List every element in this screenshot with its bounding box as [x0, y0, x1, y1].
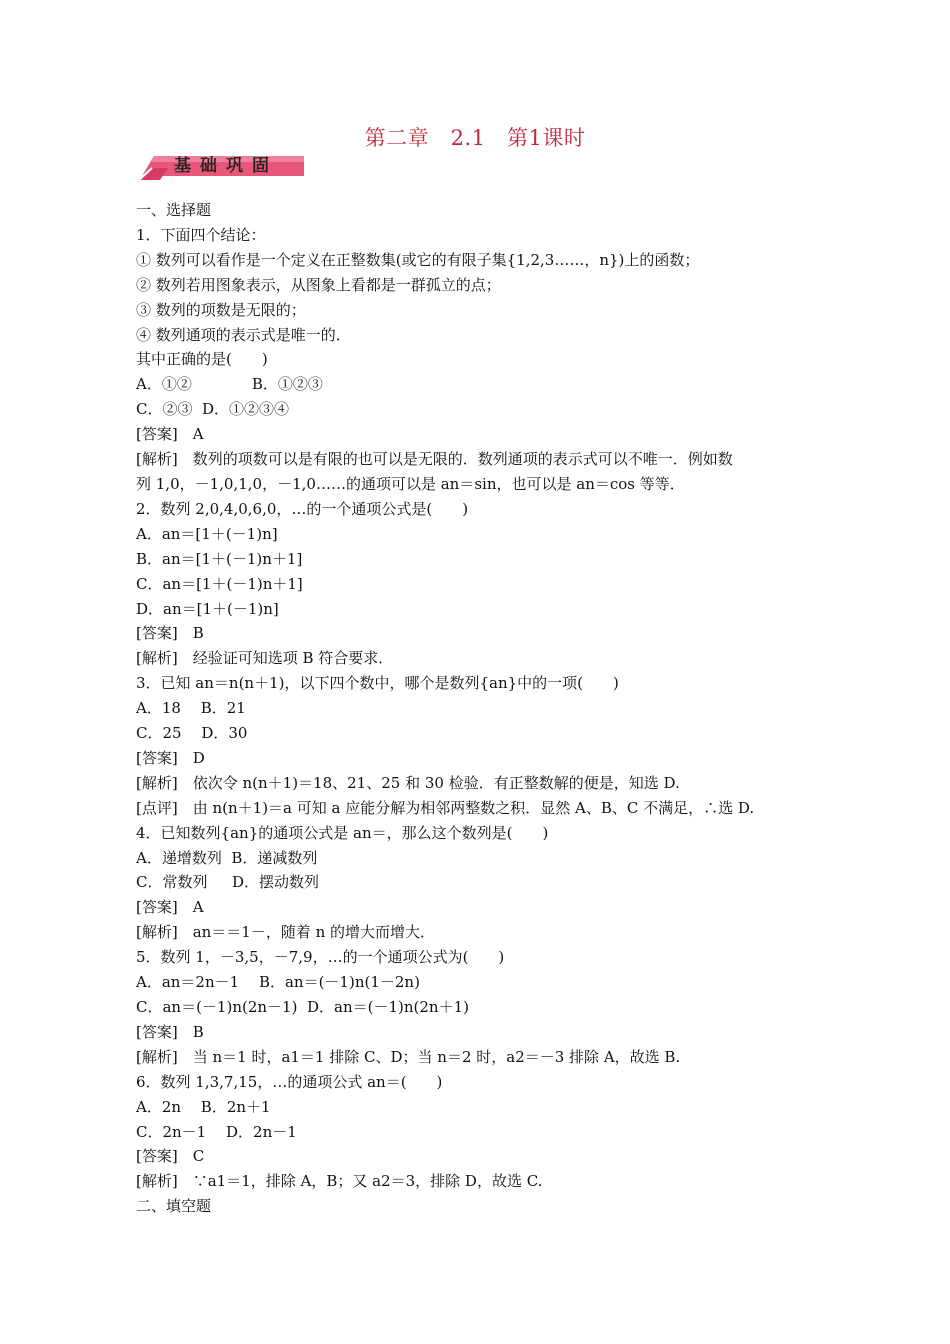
question-4: 4．已知数列{an}的通项公式是 an＝，那么这个数列是( ) — [136, 823, 549, 842]
page-title: 第二章 2.1 第1课时 — [364, 126, 586, 150]
analysis-line: [解析] 当 n＝1 时，a1＝1 排除 C、D；当 n＝2 时，a2＝－3 排除 A，故选 B. — [136, 1047, 681, 1066]
options-line: C．an＝(－1)n(2n－1) D．an＝(－1)n(2n＋1) — [136, 998, 469, 1016]
section-heading-choice: 一、选择题 — [136, 201, 212, 219]
document-body — [136, 198, 826, 1219]
question-2: 2．数列 2,0,4,0,6,0，…的一个通项公式是( ) — [136, 499, 469, 518]
question-6: 6．数列 1,3,7,15，…的通项公式 an＝( ) — [136, 1072, 443, 1091]
statement-4: ④ 数列通项的表示式是唯一的． — [136, 325, 351, 344]
answer-line: [答案] A — [136, 898, 204, 917]
options-line: C．2n－1 D．2n－1 — [136, 1122, 297, 1141]
statement-2: ② 数列若用图象表示，从图象上看都是一群孤立的点； — [136, 275, 501, 294]
analysis-line: [解析] 经验证可知选项 B 符合要求． — [136, 649, 394, 668]
option-line: A．an＝[1＋(－1)n] — [136, 524, 278, 543]
statement-1: ① 数列可以看作是一个定义在正整数集(或它的有限子集{1,2,3……，n})上的函数； — [136, 250, 700, 269]
analysis-line: [解析] ∵a1＝1，排除 A，B；又 a2＝3，排除 D，故选 C. — [136, 1172, 543, 1191]
option-line: B．an＝[1＋(－1)n＋1] — [136, 549, 303, 568]
banner-title: 基础巩固 — [174, 156, 278, 176]
option-line: D．an＝[1＋(－1)n] — [136, 599, 279, 618]
options-line: A．an＝2n－1 B．an＝(－1)n(1－2n) — [136, 973, 420, 992]
options-line: A．18 B．21 — [136, 699, 246, 718]
options-line: C．②③ D．①②③④ — [136, 400, 290, 419]
answer-line: [答案] D — [136, 748, 205, 767]
options-line: C．常数列 D．摆动数列 — [136, 873, 320, 892]
options-line: A．递增数列 B．递减数列 — [136, 848, 318, 867]
answer-line: [答案] B — [136, 1022, 204, 1041]
comment-line: [点评] 由 n(n＋1)＝a 可知 a 应能分解为相邻两整数之积．显然 A、B、C 不满足，∴选 D. — [136, 798, 755, 817]
question-prompt: 其中正确的是( ) — [136, 350, 268, 369]
answer-line: [答案] C — [136, 1147, 205, 1166]
options-line: A．①② B．①②③ — [136, 375, 323, 394]
answer-line: [答案] A — [136, 425, 204, 444]
options-line: C．25 D．30 — [136, 724, 248, 743]
question-5: 5．数列 1，－3,5，－7,9，…的一个通项公式为( ) — [136, 948, 505, 967]
analysis-line: [解析] 数列的项数可以是有限的也可以是无限的．数列通项的表示式可以不唯一．例如数 — [136, 450, 733, 469]
section-heading-fill: 二、填空题 — [136, 1197, 212, 1216]
statement-3: ③ 数列的项数是无限的； — [136, 300, 306, 319]
analysis-line: [解析] an＝＝1－，随着 n 的增大而增大． — [136, 923, 436, 942]
analysis-line: [解析] 依次令 n(n＋1)＝18、21、25 和 30 检验．有正整数解的便是，知选 D. — [136, 773, 680, 792]
question-1: 1．下面四个结论： — [136, 225, 266, 244]
option-line: C．an＝[1＋(－1)n＋1] — [136, 574, 303, 593]
options-line: A．2n B．2n＋1 — [136, 1097, 271, 1116]
question-3: 3．已知 an＝n(n＋1)，以下四个数中，哪个是数列{an}中的一项( ) — [136, 674, 619, 693]
analysis-line: 列 1,0，－1,0,1,0，－1,0……的通项可以是 an＝sin，也可以是 an＝cos 等等． — [136, 474, 685, 493]
answer-line: [答案] B — [136, 624, 204, 643]
section-banner — [138, 148, 308, 182]
